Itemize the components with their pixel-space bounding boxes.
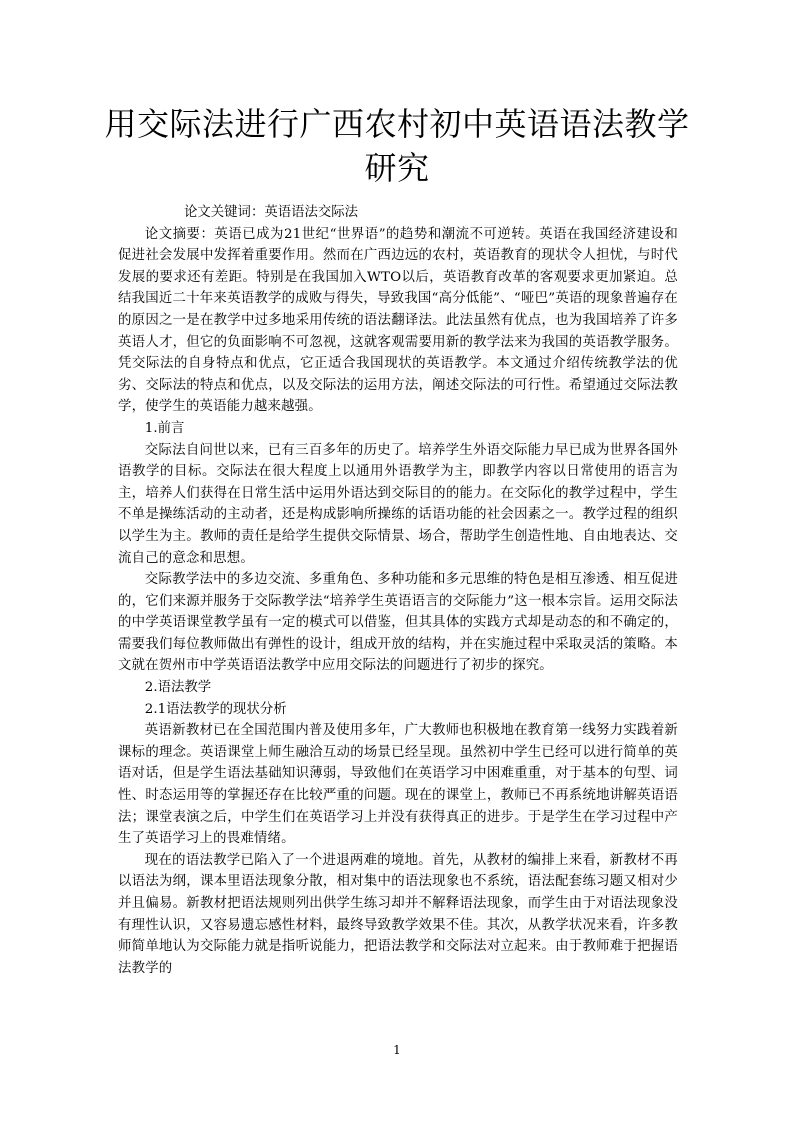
section-2-1-heading: 2.1语法教学的现状分析 (144, 701, 287, 717)
page-number: 1 (393, 1043, 401, 1057)
document-body (118, 202, 678, 979)
keywords-line: 论文关键词：英语语法交际法 (184, 205, 359, 220)
section-1-paragraph-1: 交际法自问世以来，已有三百多年的历史了。培养学生外语交际能力早已成为世界各国外语教学的目标。交际法在很大程度上以通用外语教学为主，即教学内容以日常使用的语言为主，培养人们获得在日常生活中运用外语达到交际目的的能力。在交际化的教学过程中，学生不单是操练活动的主动者，还是构成影响所操练的话语功能的社会因素之一。教学过程的组织以学生为主。教师的责任是给学生提供交际情景、场合，帮助学生创造性地、自由地表达、交流自己的意念和思想。 (118, 442, 678, 566)
section-2-1-paragraph-2: 现在的语法教学已陷入了一个进退两难的境地。首先，从教材的编排上来看，新教材不再以语法为纲，课本里语法现象分散，相对集中的语法现象也不系统，语法配套练习题又相对少并且偏易。新教材把语法规则列出供学生练习却并不解释语法现象，而学生由于对语法现象没有理性认识，又容易遗忘感性材料，最终导致教学效果不佳。其次，从教学状况来看，许多教师简单地认为交际能力就是指听说能力，把语法教学和交际法对立起来。由于教师难于把握语法教学的 (118, 852, 678, 976)
section-1-heading: 1.前言 (144, 420, 185, 436)
section-2-1-paragraph-1: 英语新教材已在全国范围内普及使用多年，广大教师也积极地在教育第一线努力实践着新课标的理念。英语课堂上师生融洽互动的场景已经呈现。虽然初中学生已经可以进行简单的英语对话，但是学生语法基础知识薄弱，导致他们在英语学习中困难重重，对于基本的句型、词性、时态运用等的掌握还存在比较严重的问题。现在的课堂上，教师已不再系统地讲解英语语法；课堂表演之后，中学生们在英语学习上并没有获得真正的进步。于是学生在学习过程中产生了英语学习上的畏难情绪。 (118, 723, 678, 847)
section-2-heading: 2.语法教学 (144, 680, 212, 696)
section-1-paragraph-2: 交际教学法中的多边交流、多重角色、多种功能和多元思维的特色是相互渗透、相互促进的，它们来源并服务于交际教学法“培养学生英语语言的交际能力”这一根本宗旨。运用交际法的中学英语课堂教学虽有一定的模式可以借鉴，但其具体的实践方式却是动态的和不确定的，需要我们每位教师做出有弹性的设计，组成开放的结构，并在实施过程中采取灵活的策略。本文就在贺州市中学英语语法教学中应用交际法的问题进行了初步的探究。 (118, 572, 678, 674)
document-title: 用交际法进行广西农村初中英语语法教学研究 (104, 105, 690, 187)
abstract-paragraph: 论文摘要：英语已成为21世纪“世界语”的趋势和潮流不可逆转。英语在我国经济建设和促进社会发展中发挥着重要作用。然而在广西边远的农村，英语教育的现状令人担忧，与时代发展的要求还有差距。特别是在我国加入WTO以后，英语教育改革的客观要求更加紧迫。总结我国近二十年来英语教学的成败与得失，导致我国“高分低能”、“哑巴”英语的现象普遍存在的原因之一是在教学中过多地采用传统的语法翻译法。此法虽然有优点，也为我国培养了许多英语人才，但它的负面影响不可忽视，这就客观需要用新的教学法来为我国的英语教学服务。凭交际法的自身特点和优点，它正适合我国现状的英语教学。本文通过介绍传统教学法的优劣、交际法的特点和优点，以及交际法的运用方法，阐述交际法的可行性。希望通过交际法教学，使学生的英语能力越来越强。 (118, 226, 678, 415)
